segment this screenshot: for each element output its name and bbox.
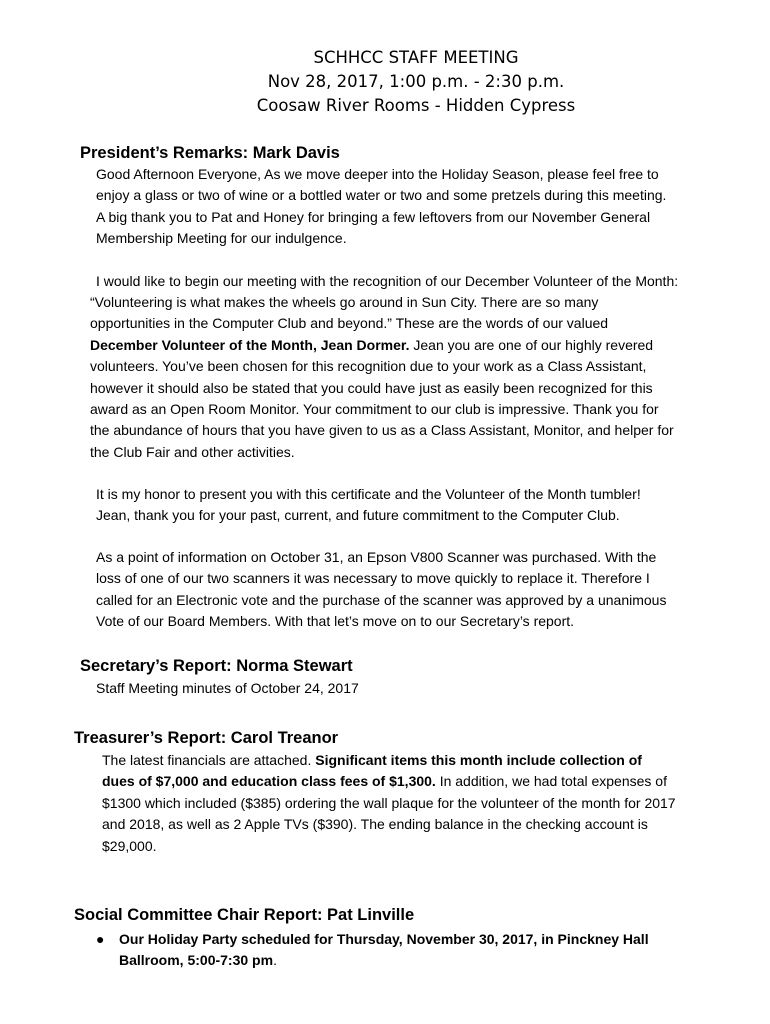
paragraph-line [119, 950, 649, 971]
meeting-title: SCHHCC STAFF MEETING [313, 48, 519, 67]
volunteer-recognition-paragraph [90, 292, 674, 463]
paragraph-line: loss of one of our two scanners it was necessary to move quickly to replace it. Therefore I [96, 570, 650, 587]
significant-items-bold: Significant items this month include collection of [315, 752, 642, 768]
paragraph-line [102, 750, 676, 771]
meeting-date-time: Nov 28, 2017, 1:00 p.m. - 2:30 p.m. [267, 72, 565, 91]
paragraph-line: A big thank you to Pat and Honey for bringing a few leftovers from our November General [96, 208, 651, 225]
paragraph-text: Jean you are one of our highly revered [409, 336, 654, 353]
paragraph-line: Vote of our Board Members. With that let’s move on to our Secretary’s report. [96, 613, 575, 630]
paragraph-line: and 2018, as well as 2 Apple TVs ($390). The ending balance in the checking account is [102, 816, 648, 833]
paragraph-line: As a point of information on October 31, an Epson V800 Scanner was purchased. With the [96, 549, 657, 565]
treasurer-report-heading: Treasurer’s Report: Carol Treanor [74, 729, 339, 747]
paragraph-text: The latest financials are attached. [102, 752, 316, 768]
volunteer-name-bold: December Volunteer of the Month, Jean Dormer. [90, 336, 410, 353]
paragraph-line: the Club Fair and other activities. [90, 443, 295, 460]
paragraph-text: In addition, we had total expenses of [435, 773, 667, 790]
paragraph-line: award as an Open Room Monitor. Your commitment to our club is impressive. Thank you for [90, 400, 659, 417]
paragraph-text: . [273, 952, 277, 969]
secretary-report-heading: Secretary’s Report: Norma Stewart [80, 657, 353, 675]
paragraph-line: “Volunteering is what makes the wheels go around in Sun City. There are so many [90, 294, 599, 310]
significant-items-bold: dues of $7,000 and education class fees of $1,300. [102, 773, 436, 790]
paragraph-line: called for an Electronic vote and the purchase of the scanner was approved by a unanimous [96, 591, 667, 608]
paragraph-line: however it should also be stated that you could have just as easily been recognized for this [90, 379, 653, 396]
paragraph-line: the abundance of hours that you have given to us as a Class Assistant, Monitor, and helper for [90, 422, 674, 439]
treasurer-report-paragraph [102, 750, 676, 857]
social-committee-heading: Social Committee Chair Report: Pat Linville [74, 906, 415, 924]
secretary-report-text: Staff Meeting minutes of October 24, 2017 [96, 680, 359, 696]
paragraph-line [119, 929, 649, 950]
paragraph-line: volunteers. You’ve been chosen for this recognition due to your work as a Class Assistant, [90, 358, 647, 375]
paragraph-line: $29,000. [102, 837, 157, 854]
paragraph-line: Jean, thank you for your past, current, and future commitment to the Computer Club. [96, 507, 620, 524]
certificate-paragraph [96, 484, 641, 527]
paragraph-line: Good Afternoon Everyone, As we move deeper into the Holiday Season, please feel free to [96, 166, 659, 182]
volunteer-intro-line: I would like to begin our meeting with the recognition of our December Volunteer of the Month: [96, 273, 679, 289]
holiday-party-list-item [119, 929, 649, 972]
holiday-party-bold: Ballroom, 5:00-7:30 pm [119, 952, 274, 969]
meeting-location: Coosaw River Rooms - Hidden Cypress [256, 96, 576, 115]
presidents-remarks-heading: President’s Remarks: Mark Davis [80, 144, 340, 162]
paragraph-line: opportunities in the Computer Club and beyond.” These are the words of our valued [90, 315, 609, 332]
paragraph-line: $1300 which included ($385) ordering the wall plaque for the volunteer of the month for 2017 [102, 794, 676, 811]
scanner-purchase-paragraph [96, 547, 666, 633]
paragraph-line [90, 335, 674, 356]
paragraph-line: enjoy a glass or two of wine or a bottled water or two and some pretzels during this meeting. [96, 187, 667, 204]
presidents-welcome-paragraph [96, 164, 666, 250]
holiday-party-bold: Our Holiday Party scheduled for Thursday, November 30, 2017, in Pinckney Hall [119, 931, 649, 947]
paragraph-line [102, 771, 676, 792]
paragraph-line: Membership Meeting for our indulgence. [96, 230, 347, 247]
bullet-icon: ● [96, 931, 105, 947]
paragraph-line: It is my honor to present you with this certificate and the Volunteer of the Month tumbler! [96, 486, 641, 502]
